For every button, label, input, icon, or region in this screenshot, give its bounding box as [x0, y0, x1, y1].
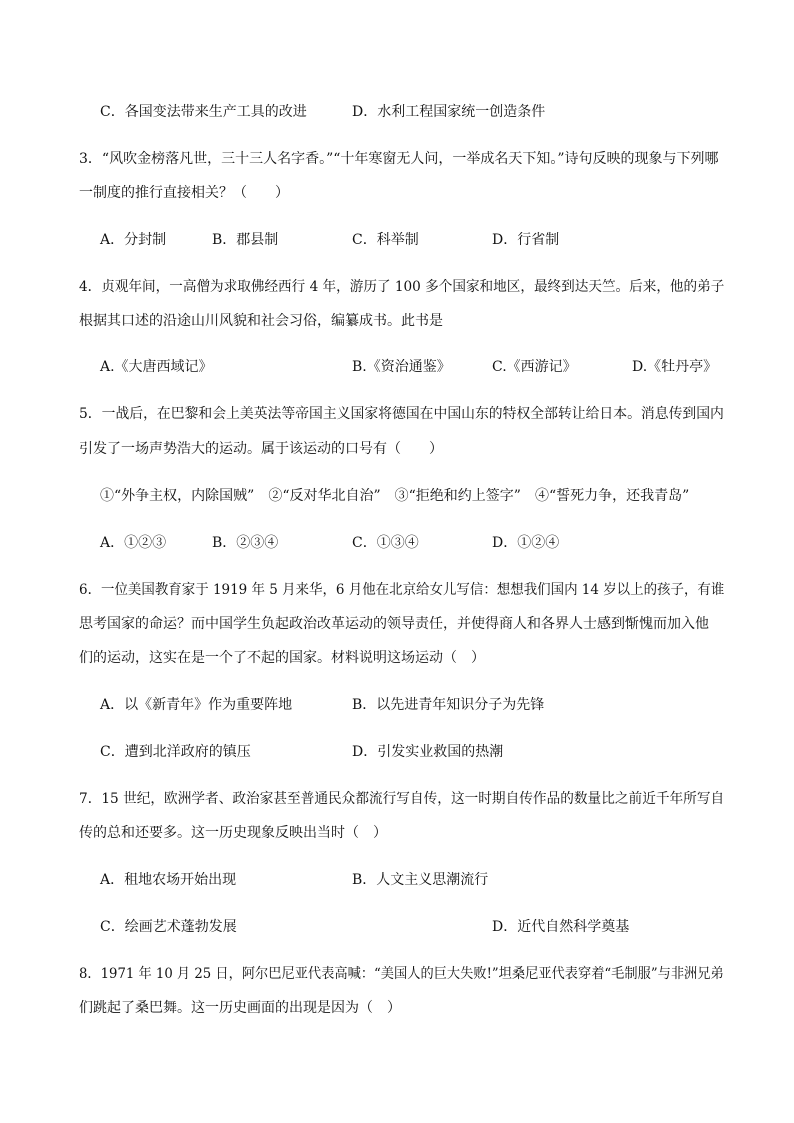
- q5-stem-line2: 引发了一场声势浩大的运动。属于该运动的口号有（ ）: [79, 441, 443, 457]
- q8-stem-line1: 8．1971 年 10 月 25 日，阿尔巴尼亚代表高喊：“美国人的巨大失败!”坦桑尼亚代表穿着“毛制服”与非洲兄弟: [79, 966, 724, 982]
- q3-stem-line2: 一制度的推行直接相关？（ ）: [79, 185, 289, 201]
- q7-stem-line1: 7．15 世纪，欧洲学者、政治家甚至普通民众都流行写自传，这一时期自传作品的数量比之前近千年所写自: [79, 791, 725, 807]
- q6-stem-line2: 思考国家的命运？而中国学生负起政治改革运动的领导责任，并使得商人和各界人士感到惭愧而加入他: [79, 616, 709, 632]
- q6-stem-line1: 6．一位美国教育家于 1919 年 5 月来华，6 月他在北京给女儿写信：想想我们国内 14 岁以上的孩子，有谁: [79, 582, 725, 598]
- q4-option-c: C.《西游记》: [492, 359, 577, 375]
- q6-option-a: A．以《新青年》作为重要阵地: [100, 697, 293, 713]
- q5-option-a: A．①②③: [100, 535, 167, 551]
- q5-option-c: C．①③④: [352, 535, 419, 551]
- q4-stem-line2: 根据其口述的沿途山川风貌和社会习俗，编纂成书。此书是: [79, 313, 443, 329]
- q4-option-a: A.《大唐西域记》: [100, 359, 213, 375]
- q8-stem-line2: 们跳起了桑巴舞。这一历史画面的出现是因为（ ）: [79, 1000, 401, 1016]
- q7-stem-line2: 传的总和还要多。这一历史现象反映出当时（ ）: [79, 825, 387, 841]
- q5-stem-line1: 5．一战后，在巴黎和会上美英法等帝国主义国家将德国在中国山东的特权全部转让给日本。消息传到国内: [79, 406, 724, 422]
- q3-option-b: B．郡县制: [212, 232, 279, 248]
- q7-option-a: A．租地农场开始出现: [100, 872, 237, 888]
- q3-stem-line1: 3．“风吹金榜落凡世，三十三人名字香。”“十年寒窗无人问，一举成名天下知。”诗句反映的现象与下列哪: [79, 151, 719, 167]
- q4-option-d: D.《牡丹亭》: [632, 359, 718, 375]
- q2-option-d: D．水利工程国家统一创造条件: [352, 104, 546, 120]
- q2-option-c: C．各国变法带来生产工具的改进: [100, 104, 307, 120]
- q6-option-d: D．引发实业救国的热潮: [352, 744, 504, 760]
- q5-option-d: D．①②④: [492, 535, 560, 551]
- q7-option-c: C．绘画艺术蓬勃发展: [100, 919, 237, 935]
- q7-option-d: D．近代自然科学奠基: [492, 919, 630, 935]
- q4-option-b: B.《资治通鉴》: [352, 359, 451, 375]
- q3-option-d: D．行省制: [492, 232, 560, 248]
- q7-option-b: B．人文主义思潮流行: [352, 872, 489, 888]
- q5-slogans: ①“外争主权，内除国贼” ②“反对华北自治” ③“拒绝和约上签字” ④“誓死力争，还我青岛”: [100, 488, 690, 504]
- q6-stem-line3: 们的运动，这实在是一个了不起的国家。材料说明这场运动（ ）: [79, 650, 485, 666]
- q5-option-b: B．②③④: [212, 535, 279, 551]
- q3-option-c: C．科举制: [352, 232, 419, 248]
- q6-option-c: C．遭到北洋政府的镇压: [100, 744, 251, 760]
- q4-stem-line1: 4．贞观年间，一高僧为求取佛经西行 4 年，游历了 100 多个国家和地区，最终到达天竺。后来，他的弟子: [79, 279, 725, 295]
- q3-option-a: A．分封制: [100, 232, 167, 248]
- q6-option-b: B．以先进青年知识分子为先锋: [352, 697, 545, 713]
